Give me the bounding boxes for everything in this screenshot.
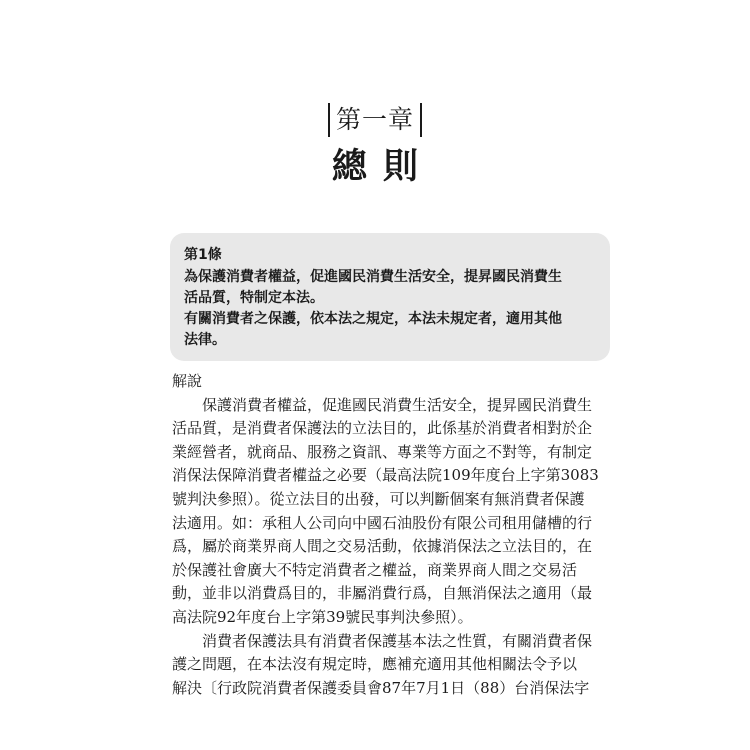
commentary-text-line: 護之問題，在本法沒有規定時，應補充適用其他相關法令予以 xyxy=(172,655,578,674)
article-box xyxy=(170,233,610,361)
commentary-text-line: 業經營者，就商品、服務之資訊、專業等方面之不對等，有制定 xyxy=(172,442,593,461)
commentary-heading: 解說 xyxy=(172,372,203,390)
commentary-text-line: 消保法保障消費者權益之必要（最高法院109年度台上字第3083 xyxy=(172,466,599,485)
commentary-text-line: 消費者保護法具有消費者保護基本法之性質，有關消費者保 xyxy=(172,631,593,650)
article-number: 第1條 xyxy=(184,247,222,263)
commentary-text-line: 於保護社會廣大不特定消費者之權益，商業界商人間之交易活 xyxy=(172,560,578,579)
chapter-label: 第一章 xyxy=(328,103,422,137)
article-text-line: 為保護消費者權益，促進國民消費生活安全，提昇國民消費生 xyxy=(184,269,562,285)
article-text-line: 有關消費者之保護，依本法之規定，本法未規定者，適用其他 xyxy=(184,311,562,327)
chapter-title: 總則 xyxy=(331,147,434,187)
commentary-text-line: 活品質，是消費者保護法的立法目的，此係基於消費者相對於企 xyxy=(172,419,593,438)
chapter-heading xyxy=(0,103,750,137)
commentary-section xyxy=(172,370,612,700)
commentary-text-line: 爲，屬於商業界商人間之交易活動，依據消保法之立法目的，在 xyxy=(172,537,593,556)
article-text-line: 法律。 xyxy=(184,332,226,348)
commentary-text-line: 保護消費者權益，促進國民消費生活安全，提昇國民消費生 xyxy=(172,395,593,414)
commentary-text-line: 號判決參照）。從立法目的出發，可以判斷個案有無消費者保護 xyxy=(172,489,585,508)
commentary-text-line: 解決〔行政院消費者保護委員會87年7月1日（88）台消保法字 xyxy=(172,678,590,697)
commentary-text-line: 法適用。如：承租人公司向中國石油股份有限公司租用儲槽的行 xyxy=(172,513,593,532)
commentary-text-line: 高法院92年度台上字第39號民事判決參照）。 xyxy=(172,607,473,626)
commentary-text-line: 動，並非以消費爲目的，非屬消費行爲，自無消保法之適用（最 xyxy=(172,584,593,603)
article-text-line: 活品質，特制定本法。 xyxy=(184,290,324,306)
